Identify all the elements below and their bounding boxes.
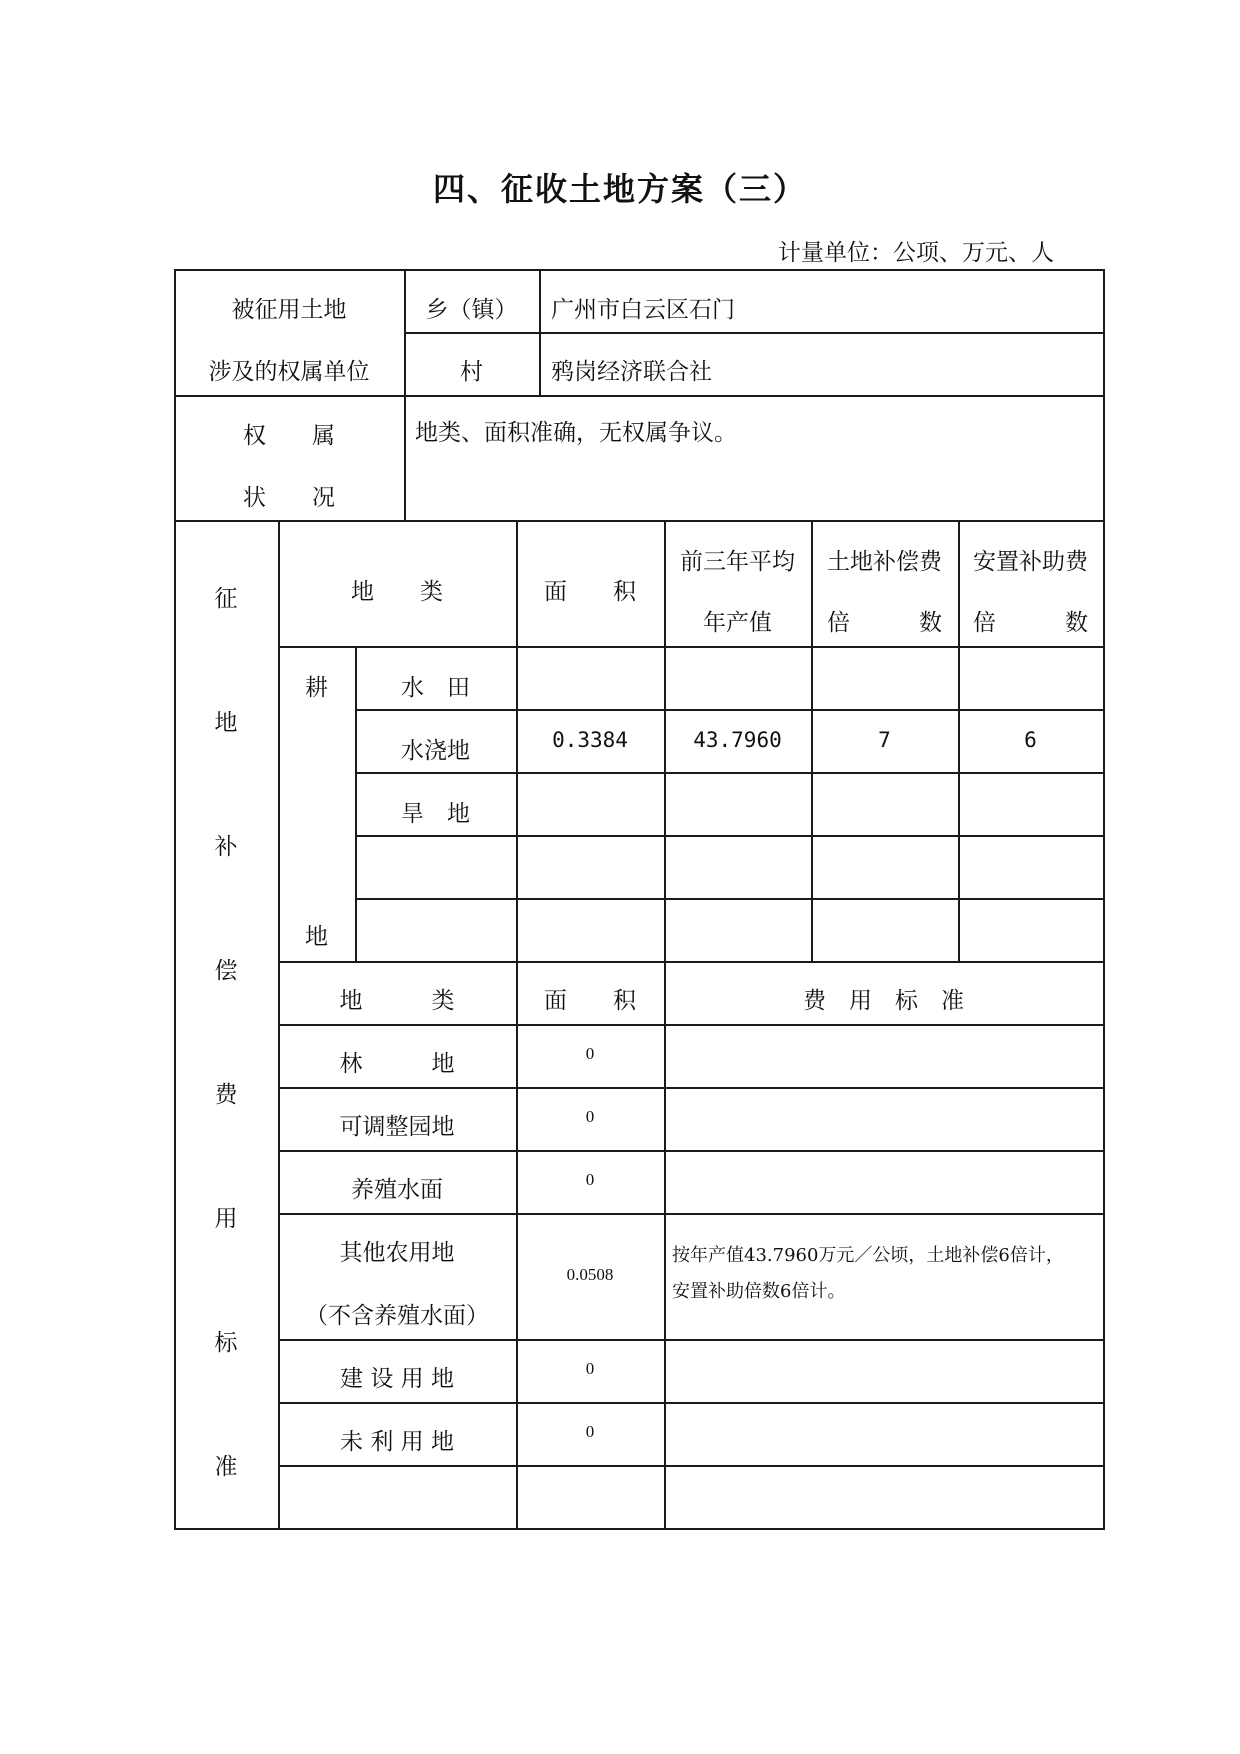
- township-value: 广州市白云区石门: [551, 297, 735, 323]
- vertical-label-char: 偿: [214, 958, 238, 984]
- table-rule: [174, 395, 1104, 397]
- other-row-standard: [672, 1238, 1100, 1310]
- cultivated-row-type: 水浇地: [401, 738, 470, 764]
- cultivated-label-top: 耕: [305, 675, 328, 701]
- table-rule: [278, 646, 1104, 648]
- table-rule: [355, 709, 1104, 711]
- table-rule: [278, 1339, 1104, 1341]
- table-rule: [174, 520, 1104, 522]
- vertical-label-char: 补: [214, 834, 238, 860]
- table-border-right: [1103, 269, 1105, 1529]
- other-row-area: 0: [585, 1422, 595, 1441]
- vertical-label-char: 标: [214, 1330, 238, 1356]
- cultivated-row-type: 旱 地: [401, 801, 470, 827]
- unit-label: 计量单位：公项、万元、人: [778, 240, 1054, 266]
- table-rule: [278, 1213, 1104, 1215]
- table-rule: [278, 1465, 1104, 1467]
- header-avg-output-line1: 前三年平均: [680, 549, 795, 575]
- table-rule: [278, 1087, 1104, 1089]
- other-row-type-line1: 其他农用地: [339, 1240, 455, 1266]
- header2-area: 面 积: [544, 988, 636, 1014]
- header2-standard: 费 用 标 准: [803, 988, 964, 1014]
- table-border-bottom: [174, 1528, 1105, 1530]
- cultivated-row-land-mult: 7: [878, 728, 891, 752]
- vertical-label-char: 用: [214, 1206, 238, 1232]
- village-label: 村: [460, 359, 483, 385]
- cultivated-row-output: 43.7960: [693, 728, 782, 752]
- other-row-area: 0: [585, 1107, 595, 1126]
- status-value: 地类、面积准确，无权属争议。: [415, 420, 737, 446]
- other-row-area: 0: [585, 1359, 595, 1378]
- table-rule: [355, 772, 1104, 774]
- other-row-type: 林 地: [339, 1051, 455, 1077]
- vertical-label-char: 地: [214, 710, 238, 736]
- header-resettle-line1: 安置补助费: [973, 549, 1088, 575]
- other-row-area: 0: [585, 1044, 595, 1063]
- other-row-standard-line2: 安置补助倍数6倍计。: [672, 1281, 846, 1302]
- village-value: 鸦岗经济联合社: [551, 359, 712, 385]
- other-row-area: 0: [585, 1170, 595, 1189]
- other-row-type: 可调整园地: [339, 1114, 455, 1140]
- page-title: 四、征收土地方案（三）: [432, 170, 807, 208]
- header-resettle-line2: 倍 数: [973, 610, 1088, 636]
- ownership-label-line1: 被征用土地: [231, 297, 347, 323]
- header-area: 面 积: [544, 579, 636, 605]
- table-rule: [278, 1150, 1104, 1152]
- table-rule: [404, 332, 1104, 334]
- table-rule: [278, 1024, 1104, 1026]
- other-row-standard-line1: 按年产值43.7960万元／公顷，土地补偿6倍计，: [672, 1245, 1064, 1266]
- vertical-label-char: 费: [214, 1082, 238, 1108]
- cultivated-row-area: 0.3384: [552, 728, 628, 752]
- cultivated-label-bottom: 地: [305, 924, 328, 950]
- cultivated-row-type: 水 田: [401, 675, 470, 701]
- vertical-label-char: 准: [214, 1454, 238, 1480]
- status-label-line2: 状 况: [243, 485, 335, 511]
- header-land-comp-line2: 倍 数: [827, 610, 942, 636]
- status-label-line1: 权 属: [243, 423, 335, 449]
- ownership-label-line2: 涉及的权属单位: [208, 359, 370, 385]
- table-rule: [278, 1402, 1104, 1404]
- other-row-type: 养殖水面: [351, 1177, 443, 1203]
- other-row-type: 未 利 用 地: [340, 1429, 454, 1455]
- table-rule: [355, 835, 1104, 837]
- table-rule: [355, 898, 1104, 900]
- table-border-top: [174, 269, 1104, 271]
- other-row-type: 建 设 用 地: [340, 1366, 454, 1392]
- cultivated-row-resettle-mult: 6: [1024, 728, 1037, 752]
- table-rule: [278, 961, 1104, 963]
- township-label: 乡（镇）: [425, 297, 518, 323]
- other-row-area: 0.0508: [566, 1265, 614, 1284]
- vertical-label-char: 征: [214, 586, 238, 612]
- table-rule-v: [664, 520, 666, 1528]
- header-land-comp-line1: 土地补偿费: [827, 549, 942, 575]
- header-avg-output-line2: 年产值: [703, 610, 772, 636]
- header-land-type: 地 类: [351, 579, 443, 605]
- other-row-type-line2: （不含养殖水面）: [305, 1303, 489, 1329]
- table-rule-v: [539, 269, 541, 396]
- header2-land-type: 地 类: [339, 988, 455, 1014]
